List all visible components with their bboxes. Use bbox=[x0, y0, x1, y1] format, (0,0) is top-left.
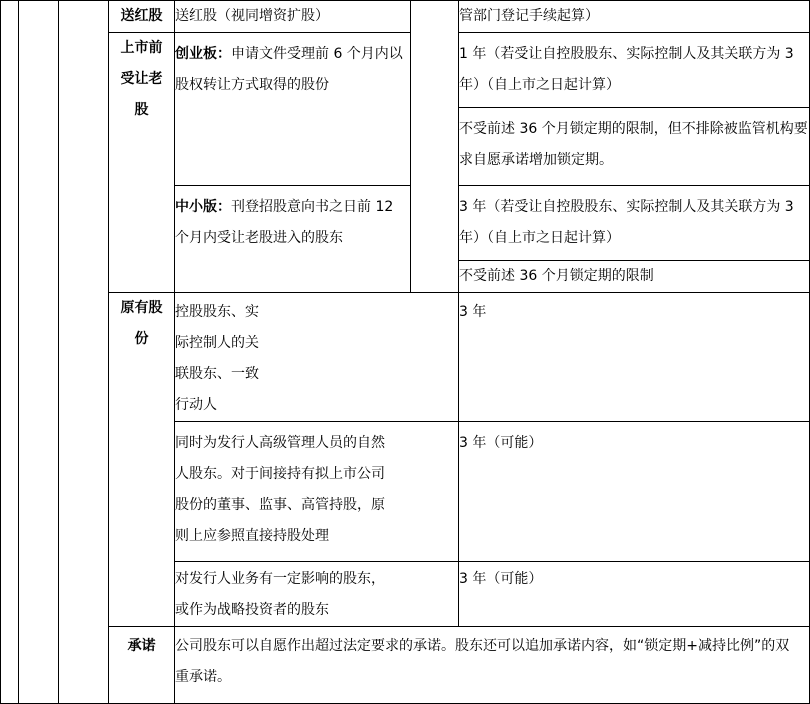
result-yuanyou-3: 3 年（可能） bbox=[459, 562, 810, 627]
row-chengnuo bbox=[1, 627, 810, 704]
category-chengnuo: 承诺 bbox=[109, 627, 175, 704]
desc-yuanyou-1: 控股股东、实际控制人的关联股东、一致行动人 bbox=[175, 293, 459, 422]
result-chuangye-2: 不受前述 36 个月锁定期的限制，但不排除被监管机构要求自愿承诺增加锁定期。 bbox=[459, 108, 810, 186]
desc-yuanyou-3: 对发行人业务有一定影响的股东，或作为战略投资者的股东 bbox=[175, 562, 459, 627]
category-yuanyou-line1: 原有股 bbox=[120, 300, 163, 316]
text-chengnuo: 公司股东可以自愿作出超过法定要求的承诺。股东还可以追加承诺内容，如“锁定期+减持比例”的双重承诺。 bbox=[175, 627, 810, 704]
category-songhong: 送红股 bbox=[109, 1, 175, 33]
outer-blank-col-3 bbox=[59, 1, 109, 704]
desc-chuangye bbox=[175, 33, 411, 186]
desc-yuanyou-2: 同时为发行人高级管理人员的自然人股东。对于间接持有拟上市公司股份的董事、监事、高管持股，原则上应参照直接持股处理 bbox=[175, 422, 459, 562]
label-chuangye-colon: ： bbox=[217, 46, 231, 62]
text-chuangye: 申请文件受理前 6 个月内以股权转让方式取得的股份 bbox=[175, 46, 403, 93]
outer-blank-col-2 bbox=[19, 1, 59, 704]
row-chuangye-1 bbox=[1, 33, 810, 108]
category-yuanyou bbox=[109, 293, 175, 627]
category-shangshi-line1: 上市前 bbox=[120, 40, 163, 56]
result-songhong: 管部门登记手续起算） bbox=[459, 1, 810, 33]
result-zhongxiao-1: 3 年（若受让自控股股东、实际控制人及其关联方为 3 年）（自上市之日起计算） bbox=[459, 186, 810, 261]
result-chuangye-1: 1 年（若受让自控股股东、实际控制人及其关联方为 3 年）（自上市之日起计算） bbox=[459, 33, 810, 108]
text-zhongxiao: 刊登招股意向书之日前 12 个月内受让老股进入的股东 bbox=[175, 199, 394, 246]
row-yuanyou-1 bbox=[1, 293, 810, 422]
label-chuangye: 创业板 bbox=[175, 46, 217, 62]
category-shangshi-line3: 股 bbox=[134, 102, 149, 118]
category-shangshi bbox=[109, 33, 175, 293]
desc-songhong: 送红股（视同增资扩股） bbox=[175, 1, 411, 33]
label-zhongxiao: 中小版 bbox=[175, 199, 217, 215]
result-yuanyou-2: 3 年（可能） bbox=[459, 422, 810, 562]
label-zhongxiao-colon: ： bbox=[217, 199, 231, 215]
mid-blank-col bbox=[411, 1, 459, 293]
category-shangshi-line2: 受让老 bbox=[120, 71, 163, 87]
category-yuanyou-line2: 份 bbox=[134, 331, 149, 347]
row-songhong bbox=[1, 1, 810, 33]
outer-blank-col-1 bbox=[1, 1, 19, 704]
result-zhongxiao-2: 不受前述 36 个月锁定期的限制 bbox=[459, 261, 810, 293]
result-yuanyou-1: 3 年 bbox=[459, 293, 810, 422]
desc-zhongxiao bbox=[175, 186, 411, 293]
